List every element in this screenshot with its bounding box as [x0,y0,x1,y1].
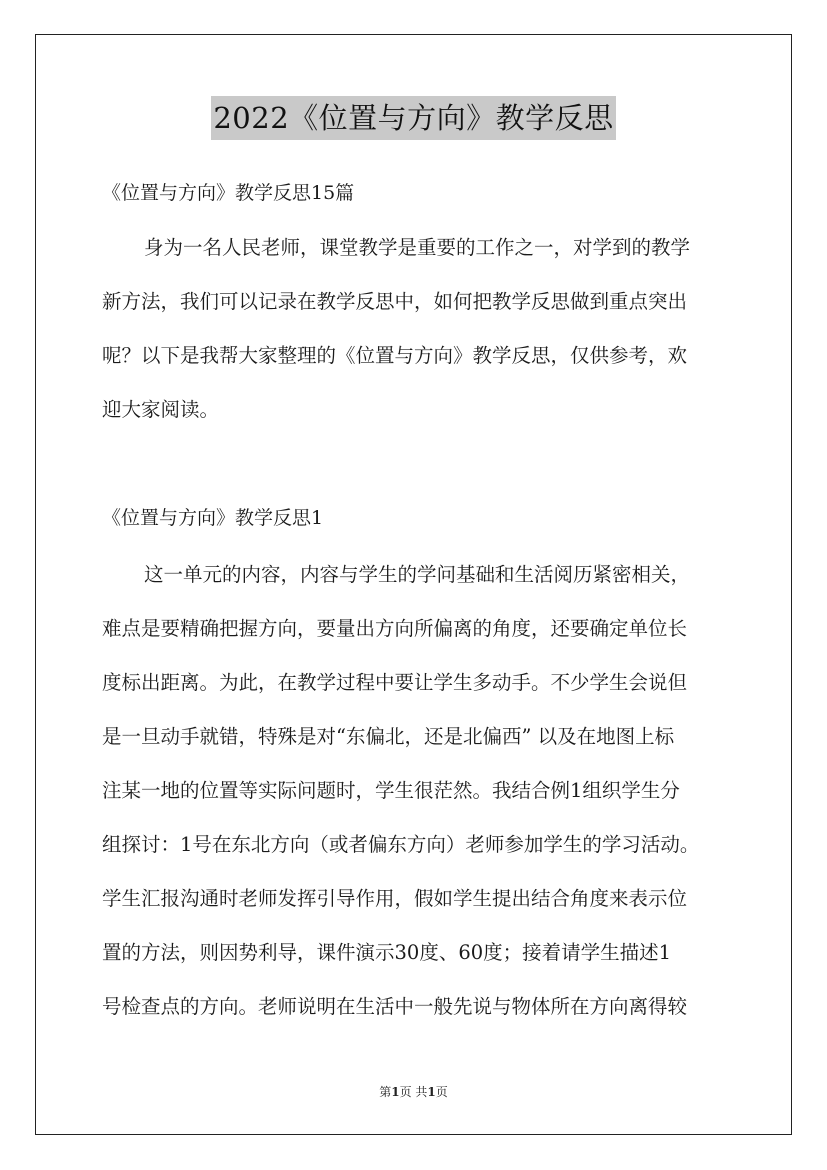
paragraph-line: 新方法，我们可以记录在教学反思中，如何把教学反思做到重点突出 [102,290,688,313]
paragraph-line: 注某一地的位置等实际问题时，学生很茫然。我结合例1组织学生分 [102,779,680,802]
footer-page-suffix: 页 [435,1085,448,1099]
section-heading: 《位置与方向》教学反思1 [102,507,324,529]
paragraph-line: 组探讨：1号在东北方向（或者偏东方向）老师参加学生的学习活动。 [102,833,700,856]
paragraph-line: 是一旦动手就错，特殊是对“东偏北，还是北偏西” 以及在地图上标 [102,725,675,748]
footer-page-total: 1 [427,1085,436,1099]
paragraph-line: 迎大家阅读。 [102,398,220,421]
footer-page-current: 1 [391,1085,400,1099]
intro-paragraph [102,221,742,437]
document-title: 2022《位置与方向》教学反思 [211,96,615,140]
paragraph-line: 身为一名人民老师，课堂教学是重要的工作之一，对学到的教学 [144,236,691,259]
footer-page-mid: 页 共 [399,1085,428,1099]
document-subtitle: 《位置与方向》教学反思15篇 [102,182,355,204]
paragraph-line: 呢？以下是我帮大家整理的《位置与方向》教学反思，仅供参考，欢 [102,344,688,367]
paragraph-line: 学生汇报沟通时老师发挥引导作用，假如学生提出结合角度来表示位 [102,887,688,910]
paragraph-line: 这一单元的内容，内容与学生的学问基础和生活阅历紧密相关， [144,563,691,586]
section-paragraph [102,548,742,1034]
paragraph-line: 号检查点的方向。老师说明在生活中一般先说与物体所在方向离得较 [102,995,688,1018]
title-container [0,96,827,140]
page-footer [0,1083,827,1101]
footer-page-prefix: 第 [379,1085,392,1099]
paragraph-line: 度标出距离。为此，在教学过程中要让学生多动手。不少学生会说但 [102,671,688,694]
paragraph-line: 难点是要精确把握方向，要量出方向所偏离的角度，还要确定单位长 [102,617,688,640]
paragraph-line: 置的方法，则因势利导，课件演示30度、60度；接着请学生描述1 [102,941,672,964]
